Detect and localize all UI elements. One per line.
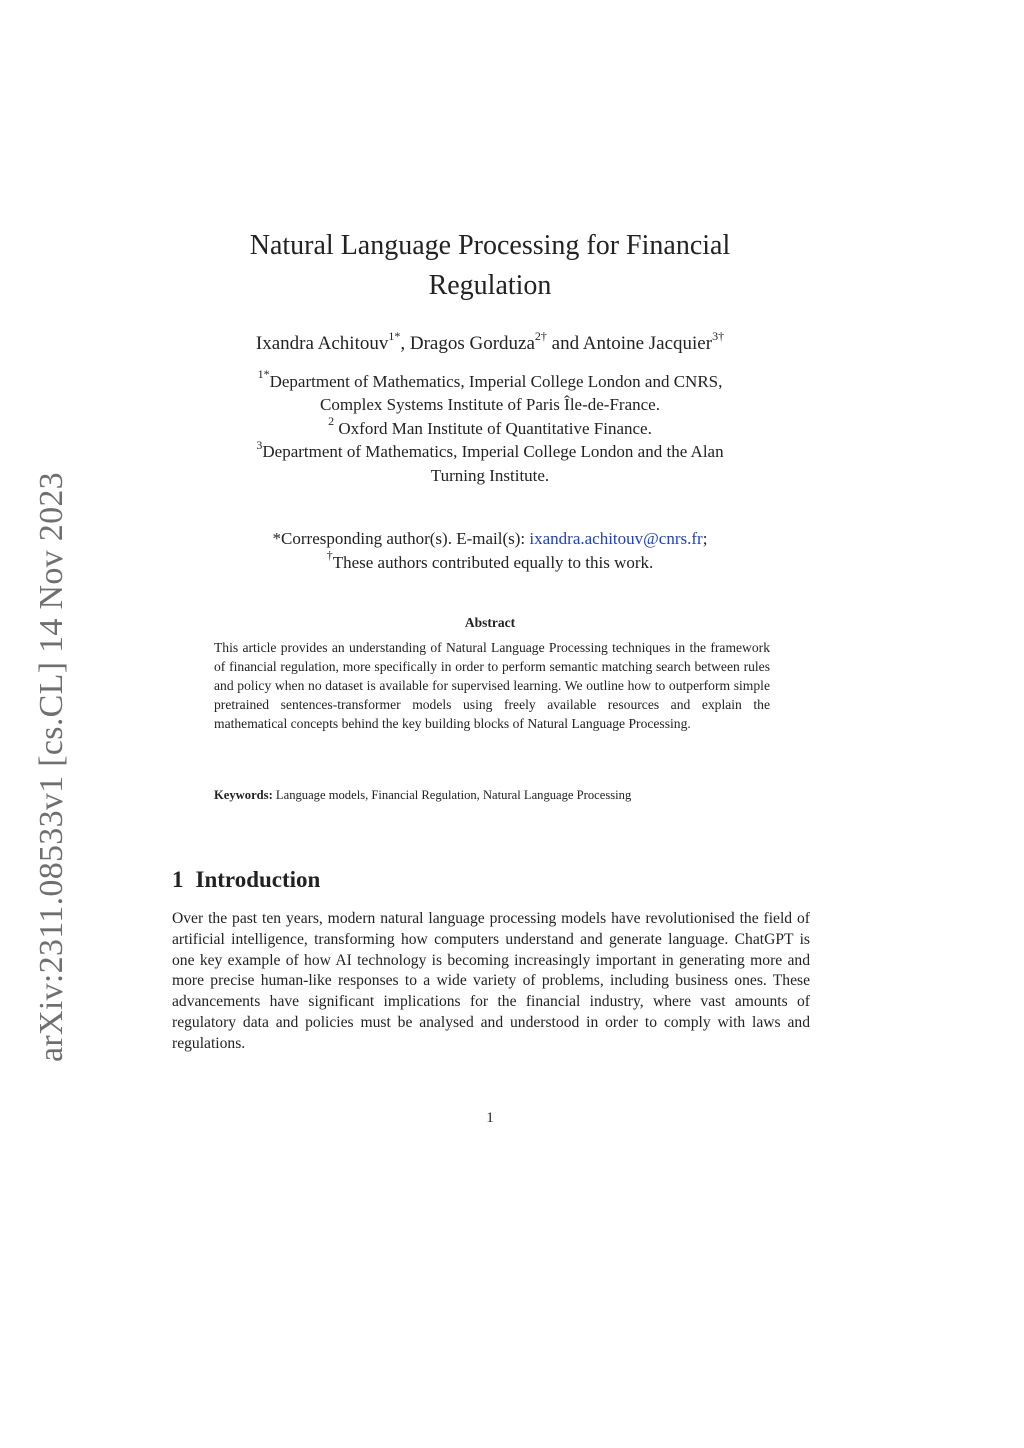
corresponding-author-line: [170, 527, 810, 551]
author-separator: ,: [400, 333, 410, 354]
keywords-label: Keywords:: [214, 788, 273, 802]
affiliation-1: [170, 367, 810, 393]
title-line-2: Regulation: [428, 270, 552, 301]
affiliation-1-cont: [170, 393, 810, 416]
author-affiliation-mark: 2†: [534, 328, 547, 343]
arxiv-identifier-stamp: arXiv:2311.08533v1 [cs.CL] 14 Nov 2023: [33, 472, 70, 1062]
keywords-text: Language models, Financial Regulation, Natural Language Processing: [272, 788, 632, 802]
author-affiliation-mark: 1*: [388, 328, 401, 343]
dagger-mark: †: [326, 547, 333, 562]
author-affiliation-mark: 3†: [712, 328, 725, 343]
affiliation-text: Department of Mathematics, Imperial College London and the Alan: [262, 442, 724, 462]
affiliation-3: [170, 437, 810, 463]
affiliation-text: Complex Systems Institute of Paris Île-de-France.: [320, 395, 660, 415]
corresponding-suffix: ;: [702, 529, 708, 548]
keywords-line: [214, 786, 770, 804]
affiliation-mark: 1*: [257, 367, 270, 382]
author-list: [170, 328, 810, 356]
section-number: 1: [172, 867, 184, 892]
affiliation-mark: 2: [328, 414, 335, 429]
email-link[interactable]: ixandra.achitouv@cnrs.fr: [529, 529, 703, 548]
affiliation-text: Oxford Man Institute of Quantitative Finance.: [334, 418, 652, 438]
paper-title: [170, 226, 810, 306]
affiliation-text: Turning Institute.: [430, 465, 550, 485]
equal-contribution-text: These authors contributed equally to this work.: [332, 552, 654, 572]
author-name: Ixandra Achitouv: [255, 333, 389, 354]
section-title: Introduction: [195, 867, 321, 892]
affiliation-2: [170, 414, 810, 440]
introduction-paragraph: Over the past ten years, modern natural language processing models have revolutionised the field of artificial intelligence, transforming how computers understand and generate language. ChatGPT is one key example of how AI technology is becoming increasingly important in generating more and more precise human-like responses to a wide variety of problems, including business ones. These advancements have significant implications for the financial industry, where vast amounts of regulatory data and policies must be analysed and understood in order to comply with laws and regulations.: [172, 910, 810, 1052]
equal-contribution-line: [170, 547, 810, 575]
affiliation-text: Department of Mathematics, Imperial College London and CNRS,: [269, 372, 723, 391]
page-number: 1: [486, 1110, 494, 1126]
section-heading-introduction: [172, 864, 320, 896]
affiliations: [170, 367, 810, 487]
title-line-1: Natural Language Processing for Financial: [249, 230, 731, 261]
abstract-heading: Abstract: [464, 615, 516, 630]
author-separator: and: [546, 333, 583, 354]
correspondence-note: [170, 527, 810, 574]
affiliation-mark: 3: [256, 437, 263, 452]
author-name: Dragos Gorduza: [409, 333, 535, 354]
corresponding-prefix: *Corresponding author(s). E-mail(s):: [272, 529, 530, 548]
affiliation-3-cont: [170, 464, 810, 487]
author-name: Antoine Jacquier: [582, 333, 713, 354]
abstract-text: This article provides an understanding of Natural Language Processing techniques in the framework of financial regulation, more specifically in order to perform semantic matching search between rules and policy when no dataset is available for supervised learning. We outline how to outperform simple pretrained sentences-transformer models using freely available resources and explain the mathematical concepts behind the key building blocks of Natural Language Processing.: [214, 640, 770, 731]
